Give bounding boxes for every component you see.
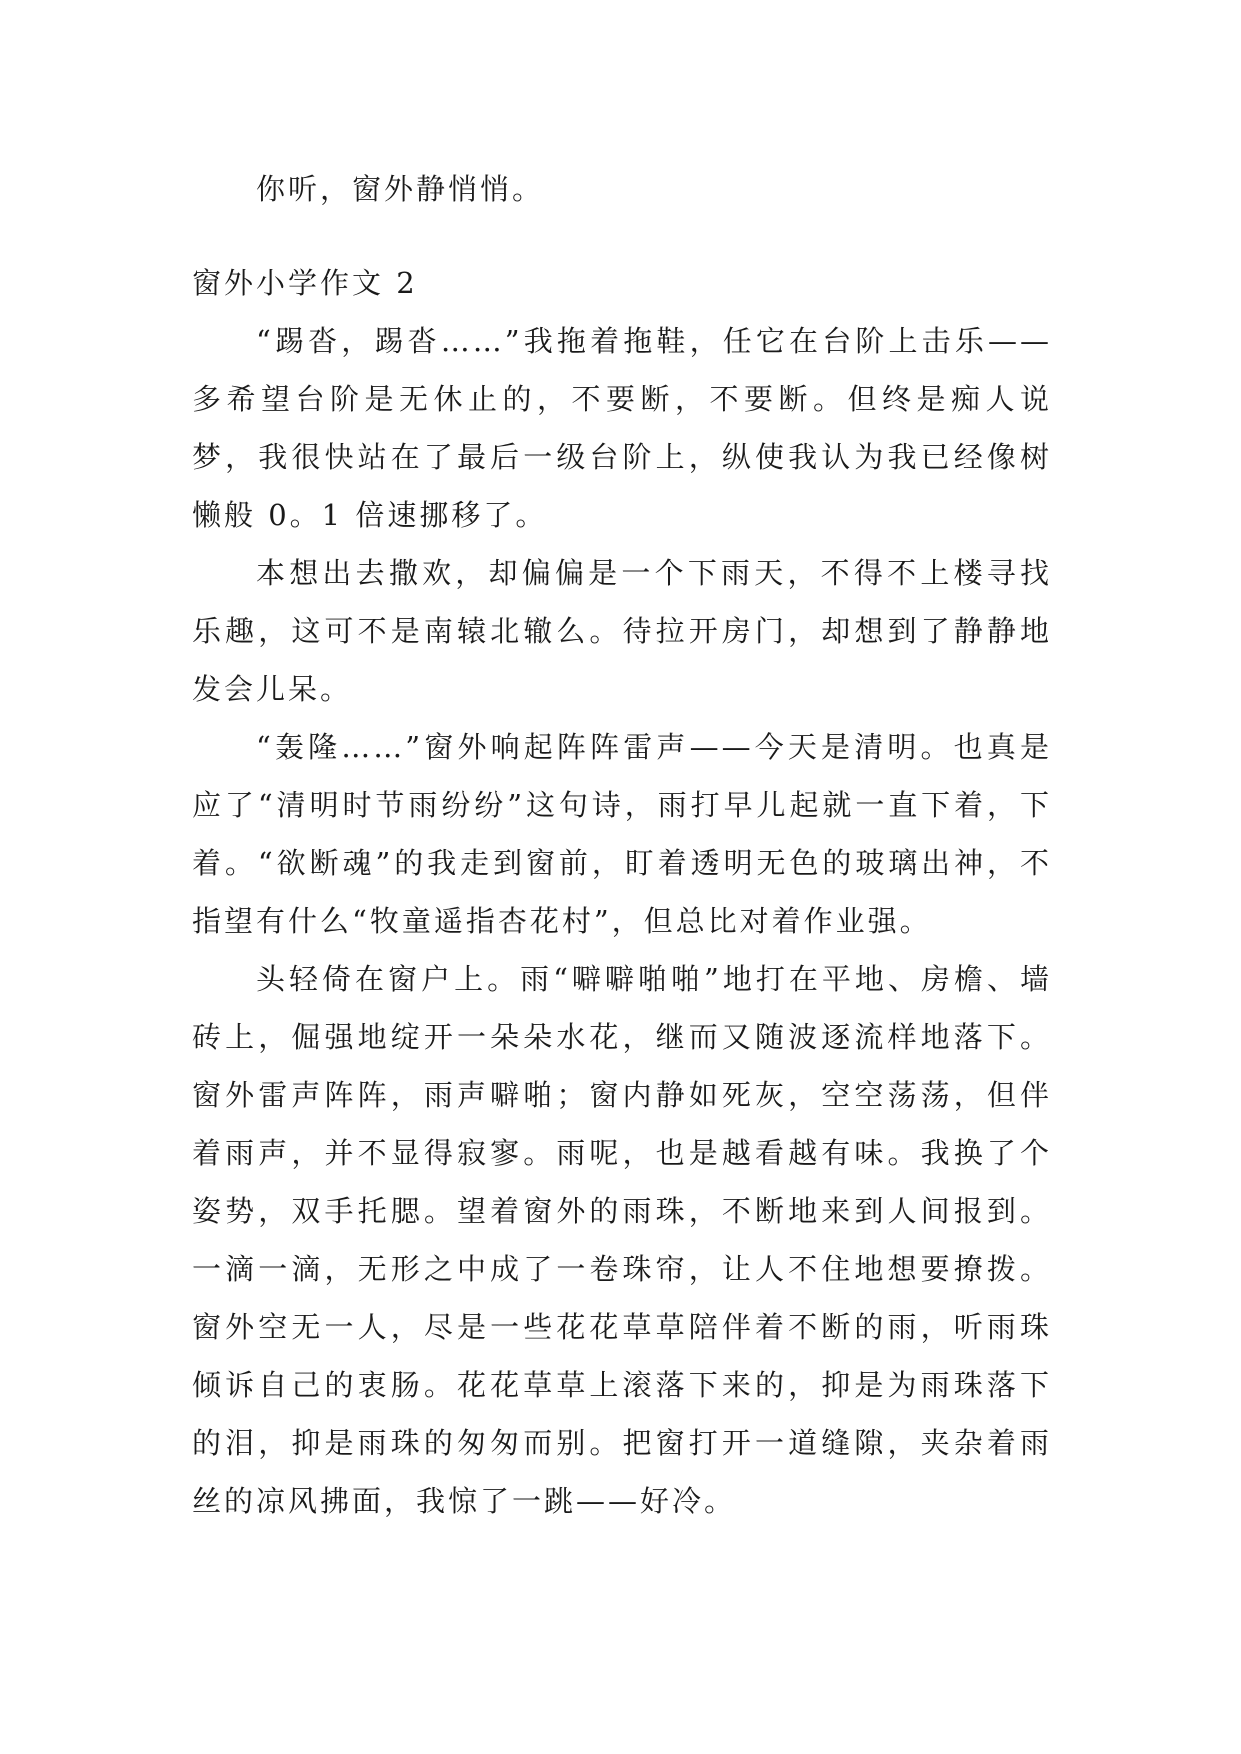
document-body: [192, 160, 1052, 1530]
paragraph-4: 头轻倚在窗户上。雨“噼噼啪啪”地打在平地、房檐、墙砖上，倔强地绽开一朵朵水花，继而又随波逐流样地落下。窗外雷声阵阵，雨声噼啪；窗内静如死灰，空空荡荡，但伴着雨声，并不显得寂寥。雨呢，也是越看越有味。我换了个姿势，双手托腮。望着窗外的雨珠，不断地来到人间报到。一滴一滴，无形之中成了一卷珠帘，让人不住地想要撩拨。窗外空无一人，尽是一些花花草草陪伴着不断的雨，听雨珠倾诉自己的衷肠。花花草草上滚落下来的，抑是为雨珠落下的泪，抑是雨珠的匆匆而别。把窗打开一道缝隙，夹杂着雨丝的凉风拂面，我惊了一跳——好冷。: [192, 962, 1052, 1518]
paragraph-1: “踢沓，踢沓……”我拖着拖鞋，任它在台阶上击乐——多希望台阶是无休止的，不要断，不要断。但终是痴人说梦，我很快站在了最后一级台阶上，纵使我认为我已经像树懒般 0。1 倍速挪移了。: [192, 324, 1052, 532]
paragraph-gap: [192, 218, 1052, 254]
section-title: 窗外小学作文 2: [192, 266, 418, 300]
paragraph-3: “轰隆……”窗外响起阵阵雷声——今天是清明。也真是应了“清明时节雨纷纷”这句诗，雨打早儿起就一直下着，下着。“欲断魂”的我走到窗前，盯着透明无色的玻璃出神，不指望有什么“牧童遥指杏花村”，但总比对着作业强。: [192, 730, 1052, 938]
paragraph-2: 本想出去撒欢，却偏偏是一个下雨天，不得不上楼寻找乐趣，这可不是南辕北辙么。待拉开房门，却想到了静静地发会儿呆。: [192, 556, 1052, 706]
intro-line: 你听，窗外静悄悄。: [256, 172, 545, 206]
